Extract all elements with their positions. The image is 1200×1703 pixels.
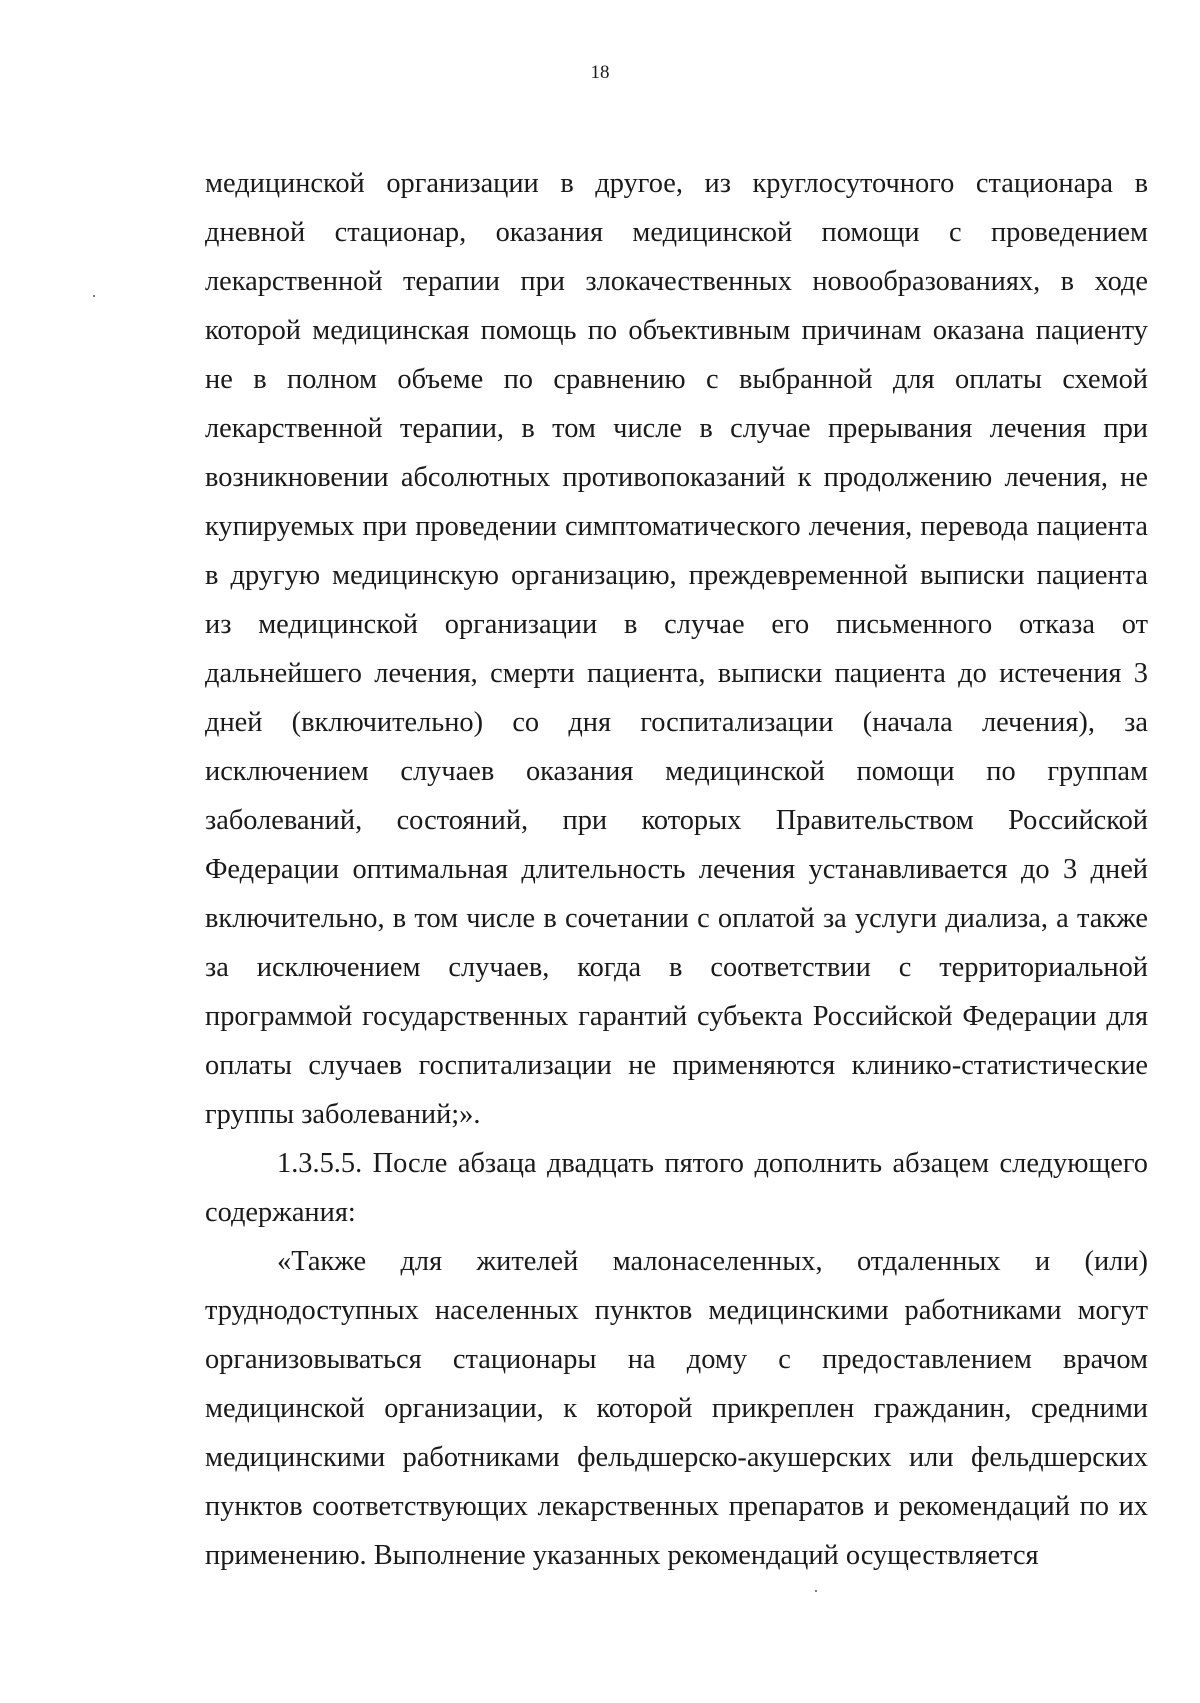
paragraph-quoted-addition: «Также для жителей малонаселенных, отдаленных и (или) труднодоступных населенных пунктов медицинскими работниками могут организовываться стационары на дому с предоставлением врачом медицинской организации, к которой прикреплен гражданин, средними медицинскими работниками фельдшерско-акушерских или фельдшерских пунктов соответствующих лекарственных препаратов и рекомендаций по их применению. Выполнение указанных рекомендаций осуществляется: [205, 1246, 1148, 1571]
document-body: [205, 159, 1148, 1580]
paragraph-amendment-1-3-5-5: 1.3.5.5. После абзаца двадцать пятого дополнить абзацем следующего содержания:: [205, 1148, 1148, 1228]
paragraph-continuation: медицинской организации в другое, из круглосуточного стационара в дневной стационар, оказания медицинской помощи с проведением лекарственной терапии при злокачественных новообразованиях, в ходе которой медицинская помощь по объективным причинам оказана пациенту не в полном объеме по сравнению с выбранной для оплаты схемой лекарственной терапии, в том числе в случае прерывания лечения при возникновении абсолютных противопоказаний к продолжению лечения, не купируемых при проведении симптоматического лечения, перевода пациента в другую медицинскую организацию, преждевременной выписки пациента из медицинской организации в случае его письменного отказа от дальнейшего лечения, смерти пациента, выписки пациента до истечения 3 дней (включительно) со дня госпитализации (начала лечения), за исключением случаев оказания медицинской помощи по группам заболеваний, состояний, при которых Правительством Российской Федерации оптимальная длительность лечения устанавливается до 3 дней включительно, в том числе в сочетании с оплатой за услуги диализа, а также за исключением случаев, когда в соответствии с территориальной программой государственных гарантий субъекта Российской Федерации для оплаты случаев госпитализации не применяются клинико-статистические группы заболеваний;».: [205, 168, 1148, 1130]
scan-speck: [93, 295, 95, 297]
page-number: 18: [590, 62, 610, 83]
scan-speck: [815, 1590, 817, 1592]
